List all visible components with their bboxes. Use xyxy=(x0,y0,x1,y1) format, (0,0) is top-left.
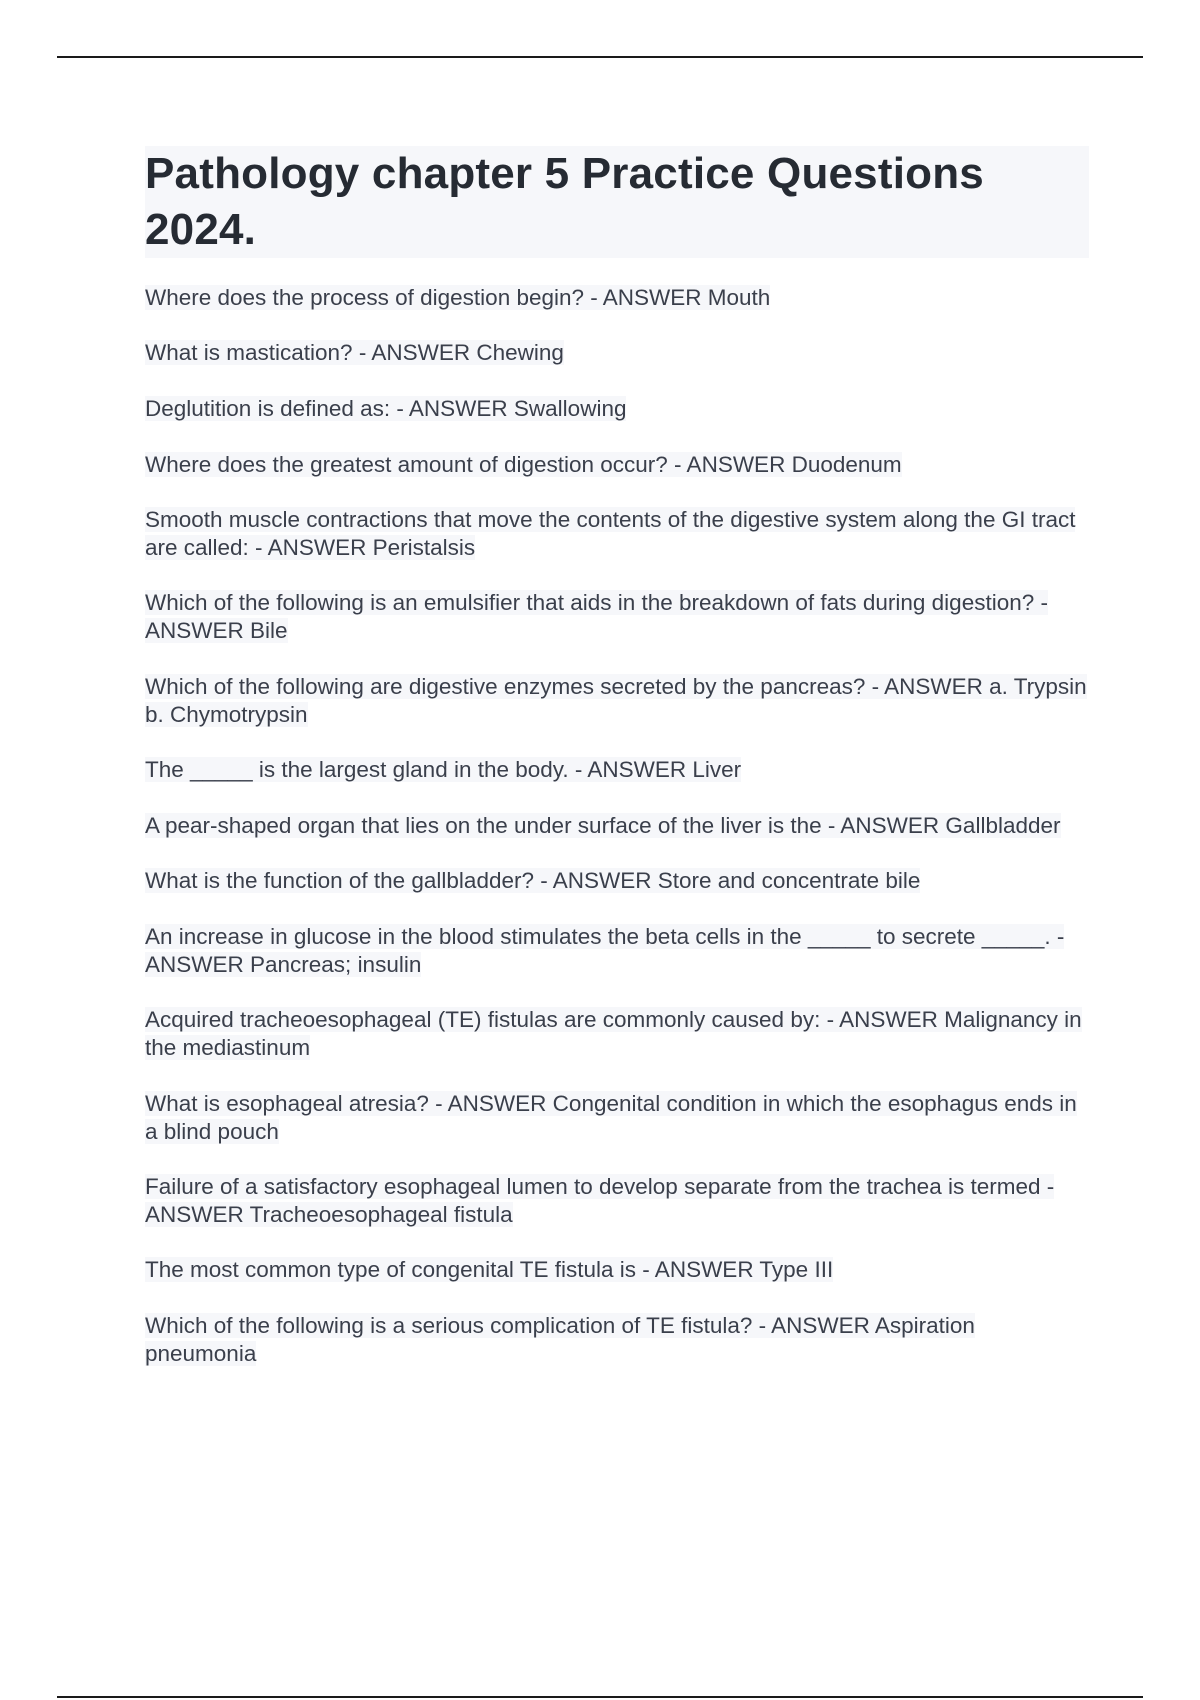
qa-item xyxy=(145,1006,1089,1062)
qa-text: Where does the process of digestion begin? - ANSWER Mouth xyxy=(145,285,771,310)
qa-text: Acquired tracheoesophageal (TE) fistulas are commonly caused by: - ANSWER Malignancy in the mediastinum xyxy=(145,1007,1082,1060)
qa-item xyxy=(145,506,1089,562)
qa-item xyxy=(145,284,1089,312)
qa-item xyxy=(145,1256,1089,1284)
qa-text: Where does the greatest amount of digestion occur? - ANSWER Duodenum xyxy=(145,452,902,477)
top-rule xyxy=(57,56,1143,58)
qa-text: What is esophageal atresia? - ANSWER Congenital condition in which the esophagus ends in a blind pouch xyxy=(145,1091,1077,1144)
qa-text: Deglutition is defined as: - ANSWER Swallowing xyxy=(145,396,627,421)
qa-text: Failure of a satisfactory esophageal lumen to develop separate from the trachea is termed - ANSWER Tracheoesophageal fistula xyxy=(145,1174,1055,1227)
qa-item xyxy=(145,923,1089,979)
document-title: Pathology chapter 5 Practice Questions 2024. xyxy=(145,146,1089,258)
qa-item xyxy=(145,395,1089,423)
qa-item xyxy=(145,867,1089,895)
qa-text: Which of the following are digestive enzymes secreted by the pancreas? - ANSWER a. Trypsin b. Chymotrypsin xyxy=(145,674,1087,727)
qa-item xyxy=(145,589,1089,645)
qa-item xyxy=(145,1312,1089,1368)
qa-text: Which of the following is an emulsifier that aids in the breakdown of fats during digestion? - ANSWER Bile xyxy=(145,590,1048,643)
qa-text: A pear-shaped organ that lies on the under surface of the liver is the - ANSWER Gallbladder xyxy=(145,813,1061,838)
qa-text: What is mastication? - ANSWER Chewing xyxy=(145,340,564,365)
qa-item xyxy=(145,756,1089,784)
qa-item xyxy=(145,812,1089,840)
qa-item xyxy=(145,339,1089,367)
qa-text: Smooth muscle contractions that move the contents of the digestive system along the GI tract are called: - ANSWER Peristalsis xyxy=(145,507,1076,560)
qa-item xyxy=(145,673,1089,729)
qa-item xyxy=(145,1173,1089,1229)
qa-text: The most common type of congenital TE fistula is - ANSWER Type III xyxy=(145,1257,834,1282)
qa-text: What is the function of the gallbladder? - ANSWER Store and concentrate bile xyxy=(145,868,921,893)
bottom-rule xyxy=(57,1696,1143,1698)
qa-text: Which of the following is a serious complication of TE fistula? - ANSWER Aspiration pneumonia xyxy=(145,1313,975,1366)
qa-text: The _____ is the largest gland in the body. - ANSWER Liver xyxy=(145,757,742,782)
qa-list xyxy=(145,284,1089,1368)
qa-item xyxy=(145,451,1089,479)
qa-item xyxy=(145,1090,1089,1146)
qa-text: An increase in glucose in the blood stimulates the beta cells in the _____ to secrete _____. - ANSWER Pancreas; insulin xyxy=(145,924,1065,977)
document-body xyxy=(145,146,1089,1368)
